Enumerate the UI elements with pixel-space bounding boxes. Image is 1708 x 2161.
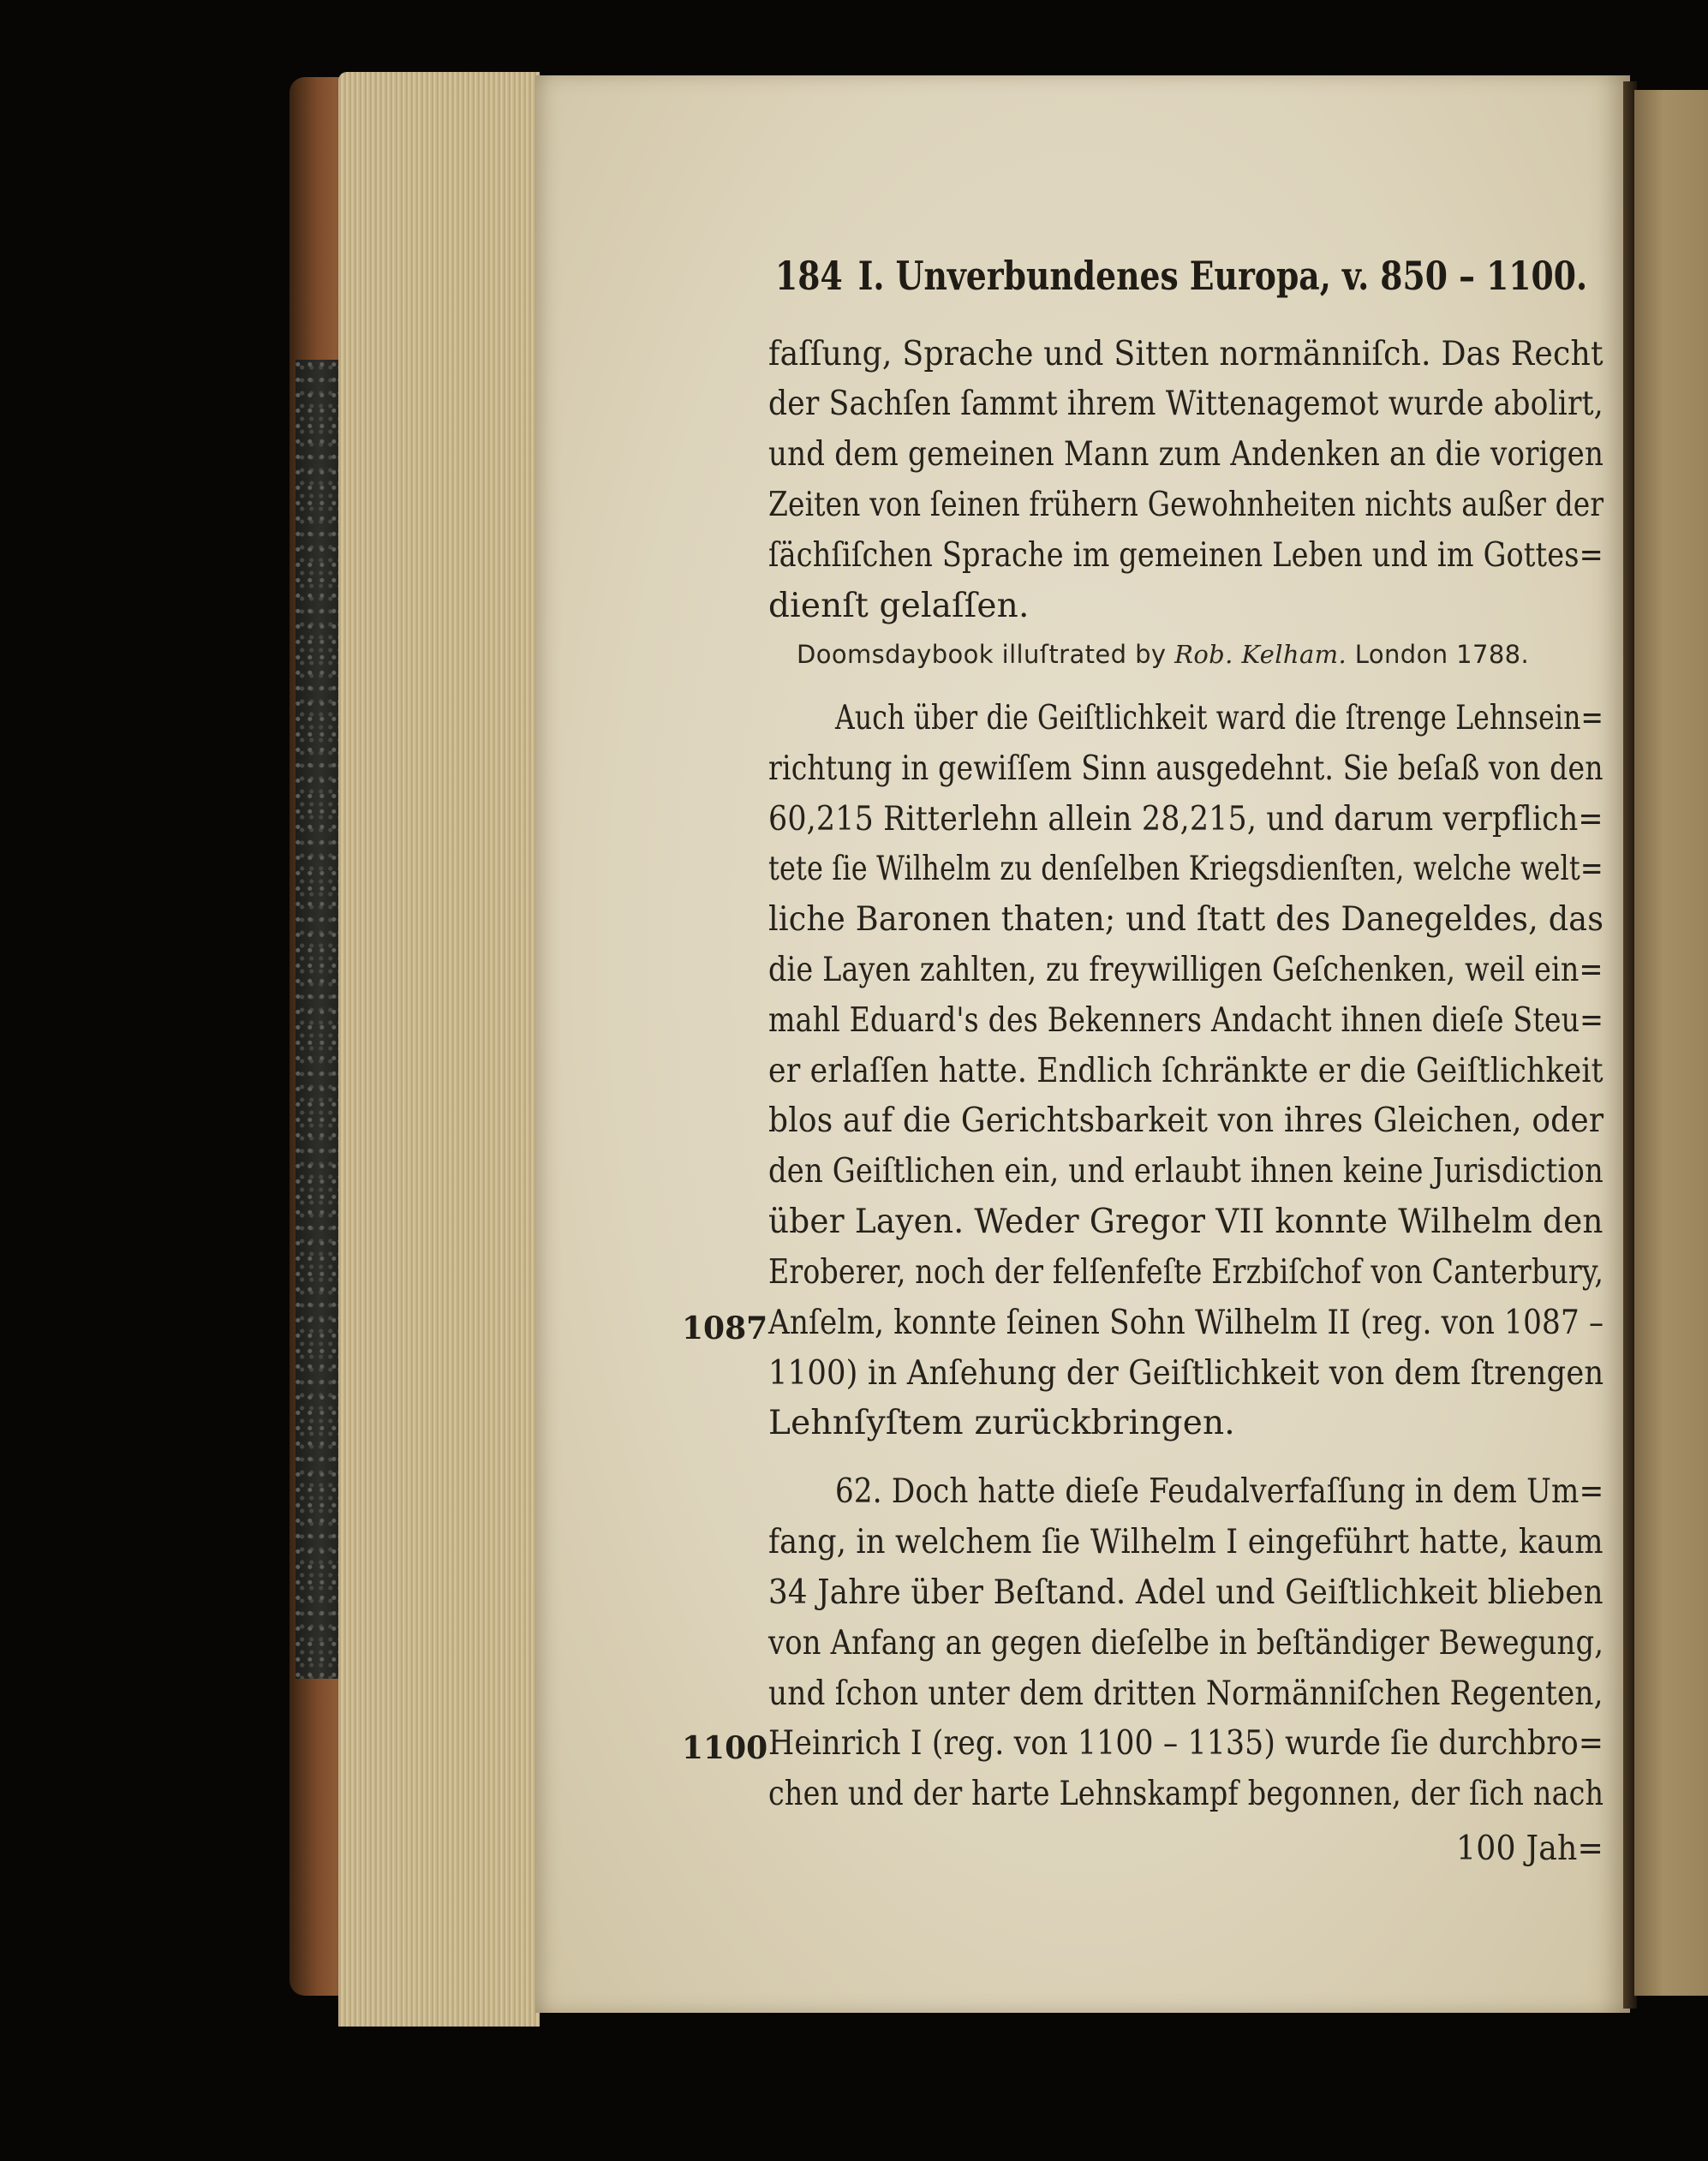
text-line: Eroberer, noch der felſenfeſte Erzbiſchof von Canterbury, xyxy=(768,1253,1604,1292)
text-line: er erlaſſen hatte. Endlich ſchränkte er die Geiſtlichkeit xyxy=(768,1052,1603,1090)
text-line: dienſt gelaſſen. xyxy=(768,587,1030,625)
text-line: 1100) in Anſehung der Geiſtlichkeit von dem ſtrengen xyxy=(768,1354,1604,1393)
text-line: Lehnſyſtem zurückbringen. xyxy=(768,1404,1235,1442)
text-line: Anſelm, konnte ſeinen Sohn Wilhelm II (reg. von 1087 – xyxy=(768,1304,1604,1342)
running-header xyxy=(775,253,1588,299)
text-line: liche Baronen thaten; und ſtatt des Danegeldes, das xyxy=(768,900,1604,939)
text-line: fang, in welchem ſie Wilhelm I eingeführt hatte, kaum xyxy=(768,1523,1603,1561)
text-line: über Layen. Weder Gregor VII konnte Wilhelm den xyxy=(768,1203,1603,1241)
facing-page-edge xyxy=(1634,90,1708,1996)
text-line: die Layen zahlten, zu freywilligen Geſchenken, weil ein= xyxy=(768,951,1603,989)
text-line: blos auf die Gerichtsbarkeit von ihres Gleichen, oder xyxy=(768,1101,1604,1140)
text-line: der Sachſen ſammt ihrem Wittenagemot wurde abolirt, xyxy=(768,385,1603,423)
citation xyxy=(797,640,1529,669)
text-line: 34 Jahre über Beſtand. Adel und Geiſtlichkeit blieben xyxy=(768,1573,1603,1612)
page-number: 184 xyxy=(775,253,843,299)
text-line: 60,215 Ritterlehn allein 28,215, und darum verpflich= xyxy=(768,800,1603,839)
citation-author: Rob. Kelham. xyxy=(1174,640,1347,669)
text-line: ſächſiſchen Sprache im gemeinen Leben und im Gottes= xyxy=(768,536,1603,575)
text-line: den Geiſtlichen ein, und erlaubt ihnen keine Jurisdiction xyxy=(768,1152,1603,1191)
page-block-edges xyxy=(338,72,540,2027)
text-line: tete ſie Wilhelm zu denſelben Kriegsdienſten, welche welt= xyxy=(768,850,1603,888)
text-line: mahl Eduard's des Bekenners Andacht ihnen dieſe Steu= xyxy=(768,1001,1604,1040)
citation-suffix: London 1788. xyxy=(1347,640,1530,669)
citation-prefix: Doomsdaybook illuſtrated by xyxy=(797,640,1175,669)
text-line: Auch über die Geiſtlichkeit ward die ſtrenge Lehnsein= xyxy=(835,699,1604,737)
catchword: 100 Jah= xyxy=(1456,1830,1604,1868)
text-line: und dem gemeinen Mann zum Andenken an die vorigen xyxy=(768,435,1604,474)
text-line: chen und der harte Lehnskampf begonnen, der ſich nach xyxy=(768,1775,1604,1813)
text-line: 62. Doch hatte dieſe Feudalverfaſſung in dem Um= xyxy=(835,1472,1604,1511)
margin-year: 1087 xyxy=(682,1310,768,1346)
text-line: Zeiten von ſeinen frühern Gewohnheiten nichts außer der xyxy=(768,486,1604,524)
running-title: I. Unverbundenes Europa, v. 850 – 1100. xyxy=(857,253,1588,299)
text-line: und ſchon unter dem dritten Normänniſchen Regenten, xyxy=(768,1674,1603,1713)
text-line: von Anfang an gegen dieſelbe in beſtändiger Bewegung, xyxy=(768,1624,1604,1663)
text-line: richtung in gewiſſem Sinn ausgedehnt. Sie beſaß von den xyxy=(768,749,1603,788)
text-line: Heinrich I (reg. von 1100 – 1135) wurde ſie durchbro= xyxy=(768,1724,1604,1763)
text-line: faſſung, Sprache und Sitten normänniſch. Das Recht xyxy=(768,335,1603,373)
margin-year: 1100 xyxy=(682,1730,768,1766)
